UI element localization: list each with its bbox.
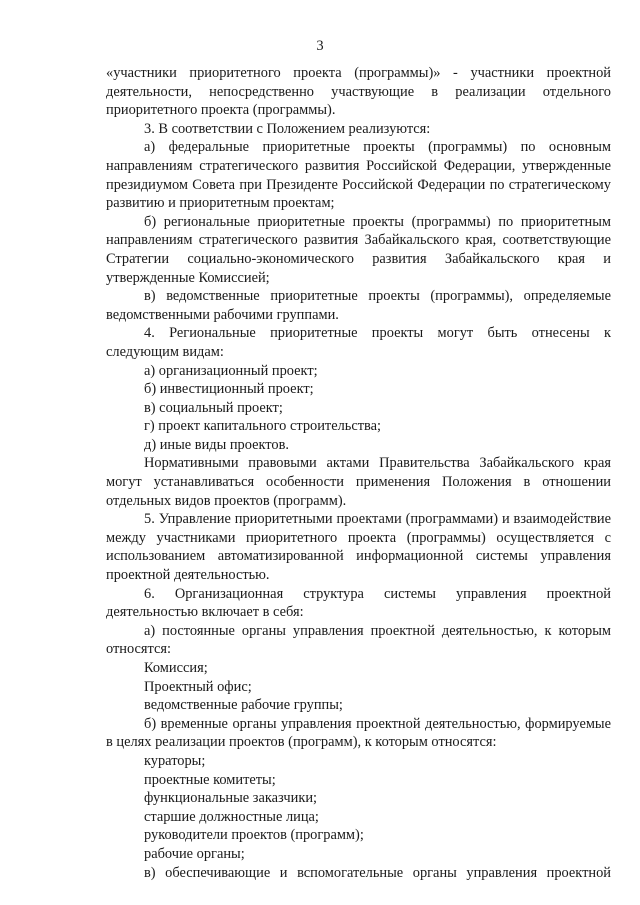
permanent-bodies-list (106, 659, 611, 715)
paragraph-participants-definition: «участники приоритетного проекта (программы)» - участники проектной деятельности, непосредственно участвующие в реализации отдельного приоритетного проекта (программы). (106, 65, 611, 119)
paragraph-permanent-bodies: а) постоянные органы управления проектной деятельностью, к которым относятся: (106, 622, 611, 658)
page-number: 3 (316, 38, 324, 54)
paragraph-departmental-projects: в) ведомственные приоритетные проекты (программы), определяемые ведомственными рабочими группами. (106, 288, 611, 323)
list-item: г) проект капитального строительства; (144, 418, 381, 435)
list-item: в) социальный проект; (144, 399, 283, 416)
paragraph-section-3-intro: 3. В соответствии с Положением реализуются: (144, 120, 431, 137)
list-item: ведомственные рабочие группы; (144, 697, 343, 714)
project-kinds-list (106, 362, 611, 455)
list-item: руководители проектов (программ); (144, 827, 364, 844)
paragraph-federal-projects: а) федеральные приоритетные проекты (программы) по основным направлениям стратегического развития Российской Федерации, утвержденные президиумом Совета при Президенте Российской Федерации по стратегическому развитию и приоритетным проектам; (106, 139, 611, 212)
temporary-bodies-list (106, 752, 611, 864)
paragraph-section-4-intro: 4. Региональные приоритетные проекты могут быть отнесены к следующим видам: (106, 325, 611, 360)
list-item: Комиссия; (144, 660, 208, 676)
paragraph-supporting-bodies: в) обеспечивающие и вспомогательные органы управления проектной (144, 864, 611, 881)
paragraph-section-5: 5. Управление приоритетными проектами (программами) и взаимодействие между участниками приоритетного проекта (программы) осуществляется с использованием автоматизированной информационной системы управления проектной деятельностью. (106, 511, 611, 584)
list-item: функциональные заказчики; (144, 790, 318, 807)
list-item: проектные комитеты; (144, 771, 276, 788)
paragraph-regional-projects: б) региональные приоритетные проекты (программы) по приоритетным направлениям стратегического развития Забайкальского края, соответствующие Стратегии социально-экономического развития Забайкальского края и утвержденные Комиссией; (106, 213, 611, 286)
list-item: б) инвестиционный проект; (144, 381, 314, 398)
paragraph-temporary-bodies: б) временные органы управления проектной деятельностью, формируемые в целях реализации проектов (программ), к которым относятся: (106, 715, 611, 751)
paragraph-section-6-intro: 6. Организационная структура системы управления проектной деятельностью включает в себя: (106, 585, 611, 621)
list-item: а) организационный проект; (144, 362, 318, 379)
list-item: д) иные виды проектов. (144, 436, 289, 453)
list-item: Проектный офис; (144, 678, 252, 695)
document-body (106, 64, 611, 882)
list-item: старшие должностные лица; (144, 808, 319, 825)
paragraph-normative-acts: Нормативными правовыми актами Правительства Забайкальского края могут устанавливаться особенности применения Положения в отношении отдельных видов проектов (программ). (106, 455, 611, 509)
list-item: рабочие органы; (144, 845, 245, 862)
list-item: кураторы; (144, 752, 206, 769)
